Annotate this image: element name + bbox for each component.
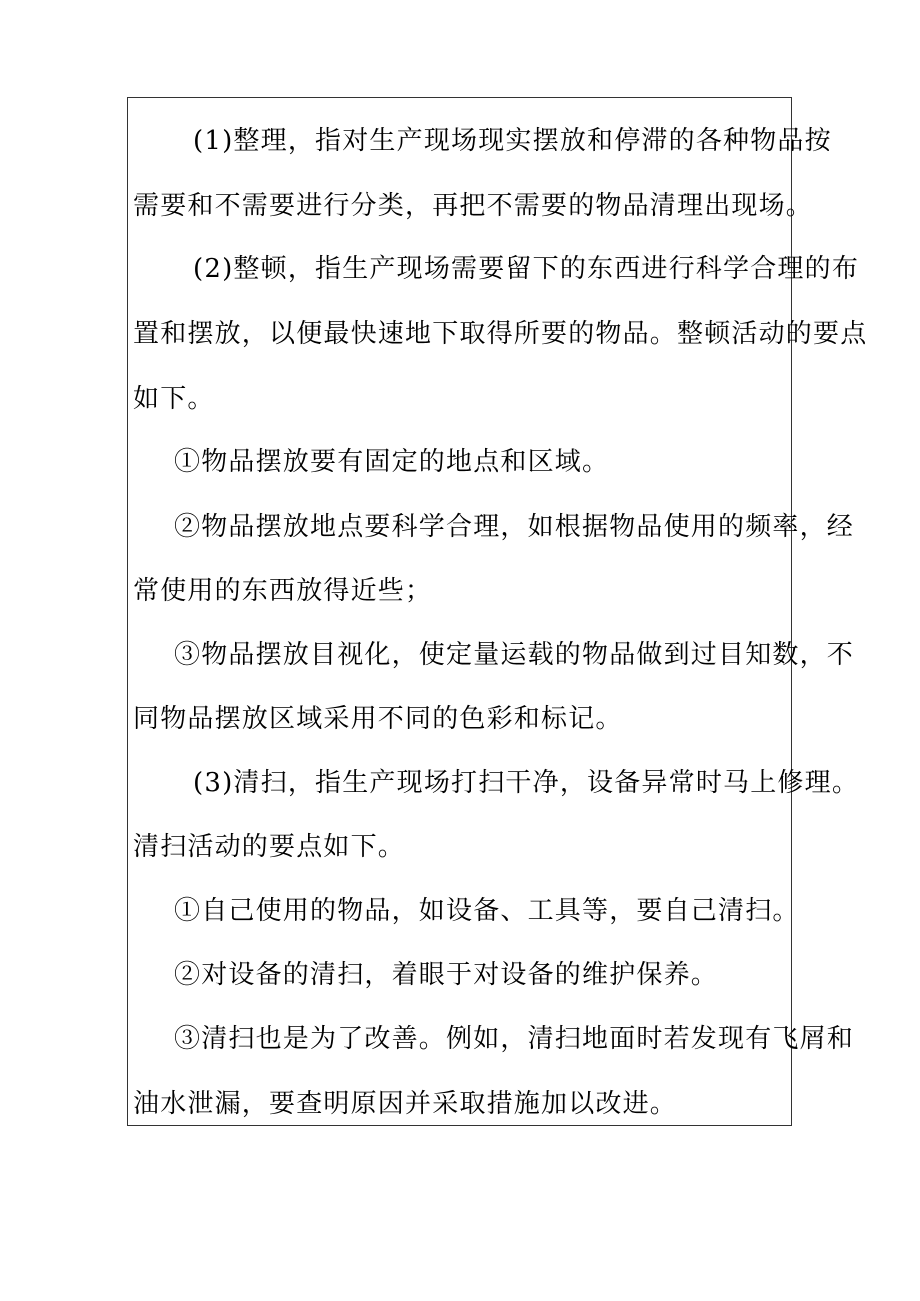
paragraph-2-line-1: (2)整顿，指生产现场需要留下的东西进行科学合理的布 (193, 254, 860, 284)
list-item-2-line-1: ②物品摆放地点要科学合理，如根据物品使用的频率，经 (174, 512, 855, 542)
list-item-3-line-2: 同物品摆放区域采用不同的色彩和标记。 (133, 704, 623, 734)
list-item-6-line-1: ③清扫也是为了改善。例如，清扫地面时若发现有飞屑和 (174, 1024, 855, 1054)
list-item-4: ①自己使用的物品，如设备、工具等，要自己清扫。 (174, 896, 800, 926)
paragraph-2-line-3: 如下。 (133, 384, 215, 414)
paragraph-1-line-1: (1)整理，指对生产现场现实摆放和停滞的各种物品按 (193, 126, 832, 156)
paragraph-3-line-2: 清扫活动的要点如下。 (133, 832, 406, 862)
paragraph-3-line-1: (3)清扫，指生产现场打扫干净，设备异常时马上修理。 (193, 768, 860, 798)
list-item-3-line-1: ③物品摆放目视化，使定量运载的物品做到过目知数，不 (174, 640, 855, 670)
list-item-5: ②对设备的清扫，着眼于对设备的维护保养。 (174, 960, 719, 990)
list-item-2-line-2: 常使用的东西放得近些； (133, 576, 433, 606)
paragraph-2-line-2: 置和摆放，以便最快速地下取得所要的物品。整顿活动的要点 (133, 319, 868, 349)
list-item-1: ①物品摆放要有固定的地点和区域。 (174, 447, 610, 477)
list-item-6-line-2: 油水泄漏，要查明原因并采取措施加以改进。 (133, 1089, 678, 1119)
paragraph-1-line-2: 需要和不需要进行分类，再把不需要的物品清理出现场。 (133, 191, 814, 221)
